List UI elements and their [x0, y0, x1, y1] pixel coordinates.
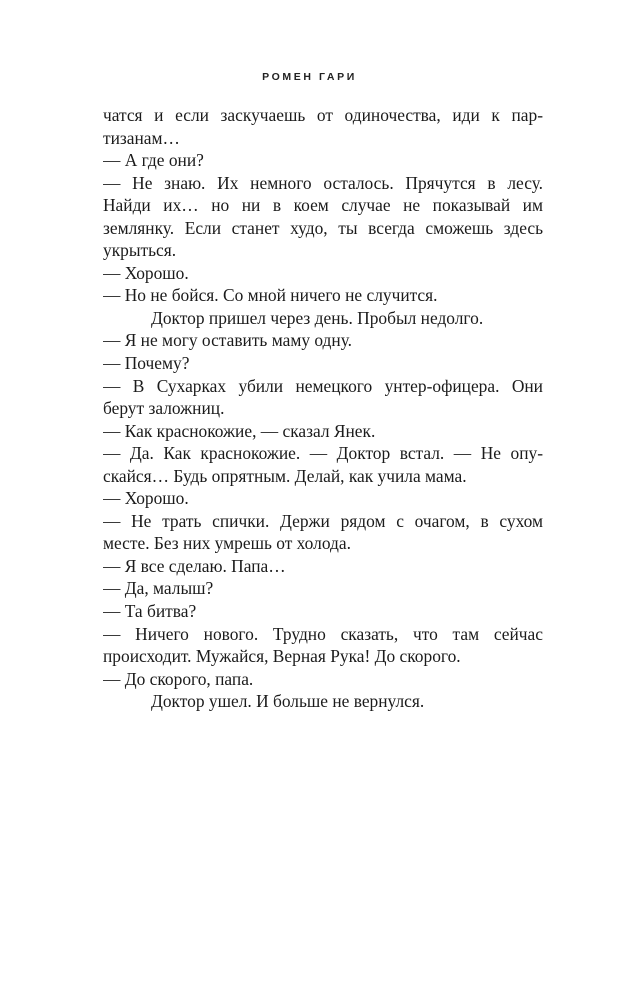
- text-line: чатся и если заскучаешь от одиночества, иди к пар-: [103, 105, 543, 125]
- text-line: — А где они?: [103, 150, 204, 171]
- text-line: происходит. Мужайся, Верная Рука! До скорого.: [103, 646, 461, 667]
- text-line: тизанам…: [103, 127, 180, 148]
- text-line: — Хорошо.: [103, 262, 189, 283]
- text-line: — Та битва?: [103, 601, 197, 622]
- text-line: — В Сухарках убили немецкого унтер-офицера. Они: [103, 375, 543, 396]
- text-line: укрыться.: [103, 240, 177, 261]
- text-line: — Хорошо.: [103, 488, 189, 509]
- text-line: — Как краснокожие, — сказал Янек.: [103, 420, 376, 441]
- text-line: землянку. Если станет худо, ты всегда сможешь здесь: [103, 217, 543, 238]
- text-line: скайся… Будь опрятным. Делай, как учила мама.: [103, 465, 467, 486]
- text-line: — Да. Как краснокожие. — Доктор встал. — Не опу-: [103, 443, 543, 464]
- text-line: месте. Без них умрешь от холода.: [103, 533, 351, 554]
- text-line: — Да, малыш?: [103, 578, 214, 599]
- body-text: [103, 104, 543, 713]
- text-line: Доктор пришел через день. Пробыл недолго.: [151, 307, 484, 328]
- text-line: — До скорого, папа.: [103, 668, 254, 689]
- text-line: — Но не бойся. Со мной ничего не случится.: [103, 285, 438, 306]
- text-line: Доктор ушел. И больше не вернулся.: [151, 691, 425, 712]
- text-line: — Не трать спички. Держи рядом с очагом, в сухом: [103, 510, 543, 531]
- running-head: РОМЕН ГАРИ: [262, 71, 357, 83]
- text-line: берут заложниц.: [103, 398, 225, 419]
- text-line: — Почему?: [103, 353, 190, 374]
- text-line: — Не знаю. Их немного осталось. Прячутся в лесу.: [103, 172, 543, 193]
- text-line: — Ничего нового. Трудно сказать, что там сейчас: [103, 623, 543, 644]
- text-line: — Я все сделаю. Папа…: [103, 555, 286, 576]
- text-line: Найди их… но ни в коем случае не показывай им: [103, 195, 543, 216]
- text-line: — Я не могу оставить маму одну.: [103, 330, 353, 351]
